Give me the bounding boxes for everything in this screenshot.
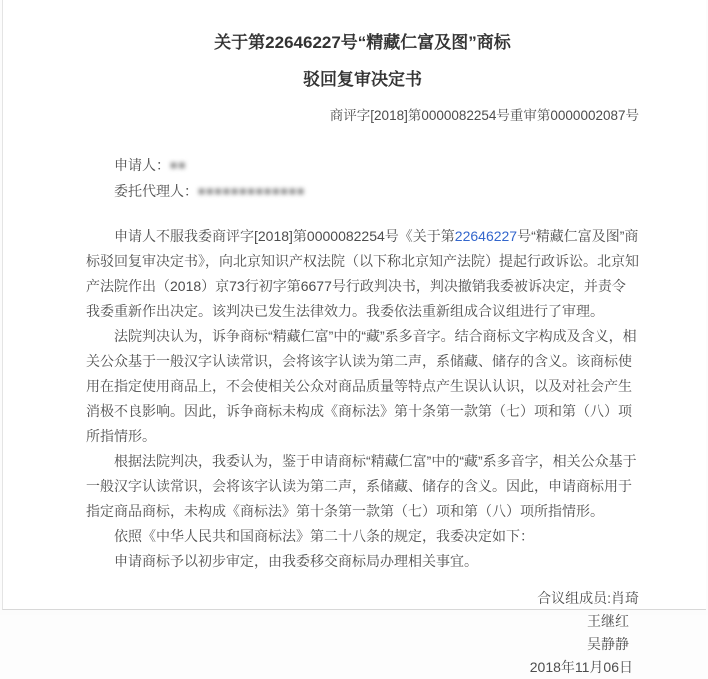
applicant-name-redacted: ■■ bbox=[170, 158, 187, 172]
paragraph-1-text-before: 申请人不服我委商评字[2018]第0000082254号《关于第 bbox=[114, 228, 455, 244]
agent-row bbox=[114, 179, 639, 205]
panel-member-2: 王继红 bbox=[587, 613, 629, 629]
paragraph-4: 依照《中华人民共和国商标法》第二十八条的规定，我委决定如下： bbox=[114, 528, 534, 544]
parties-block bbox=[86, 153, 639, 205]
panel-member-3: 吴静静 bbox=[587, 636, 629, 652]
document-title-line2: 驳回复审决定书 bbox=[303, 70, 422, 89]
paragraph-5-decision: 申请商标予以初步审定，由我委移交商标局办理相关事宜。 bbox=[114, 553, 478, 569]
panel-member-1: 肖琦 bbox=[611, 590, 639, 606]
case-reference-number: 商评字[2018]第0000082254号重审第0000002087号 bbox=[329, 108, 639, 123]
body-text bbox=[86, 224, 639, 574]
paragraph-2: 法院判决认为，诉争商标“精藏仁富”中的“藏”系多音字。结合商标文字构成及含义，相关公众基于一般汉字认读常识，会将该字认读为第二声，系储藏、储存的含义。该商标使用在指定使用商品上，不会使相关公众对商品质量等特点产生误认认识，以及对社会产生消极不良影响。因此，诉争商标未构成《商标法》第十条第一款第（七）项和第（八）项所指情形。 bbox=[86, 328, 637, 444]
panel-members-label: 合议组成员: bbox=[537, 590, 611, 606]
paragraph-1-text-after: 号“精藏仁富及图”商标驳回复审决定书》，向北京知识产权法院（以下称北京知产法院）提起行政诉讼。北京知产法院作出（2018）京73行初字第6677号行政判决书，判决撤销我委被诉决定，并责令我委重新作出决定。该判决已发生法律效力。我委依法重新组成合议组进行了审理。 bbox=[86, 228, 639, 319]
decision-document bbox=[2, 0, 706, 675]
paragraph-1 bbox=[86, 224, 639, 324]
trademark-number-link[interactable]: 22646227 bbox=[454, 228, 518, 244]
applicant-label: 申请人： bbox=[114, 157, 170, 173]
decision-date: 2018年11月06日 bbox=[529, 659, 633, 675]
signature-block bbox=[86, 587, 639, 679]
agent-label: 委托代理人： bbox=[114, 183, 198, 199]
applicant-row bbox=[114, 153, 639, 179]
agent-name-redacted: ■■■■■■■■■■■■■ bbox=[198, 184, 306, 198]
paragraph-3: 根据法院判决，我委认为，鉴于申请商标“精藏仁富”中的“藏”系多音字，相关公众基于一般汉字认读常识，会将该字认读为第二声，系储藏、储存的含义。因此，申请商标用于指定商品商标，未构成《商标法》第十条第一款第（七）项和第（八）项所指情形。 bbox=[86, 453, 637, 519]
panel-members-line bbox=[86, 587, 639, 610]
document-title-line1: 关于第22646227号“精藏仁富及图”商标 bbox=[214, 33, 511, 52]
document-content bbox=[3, 0, 706, 679]
